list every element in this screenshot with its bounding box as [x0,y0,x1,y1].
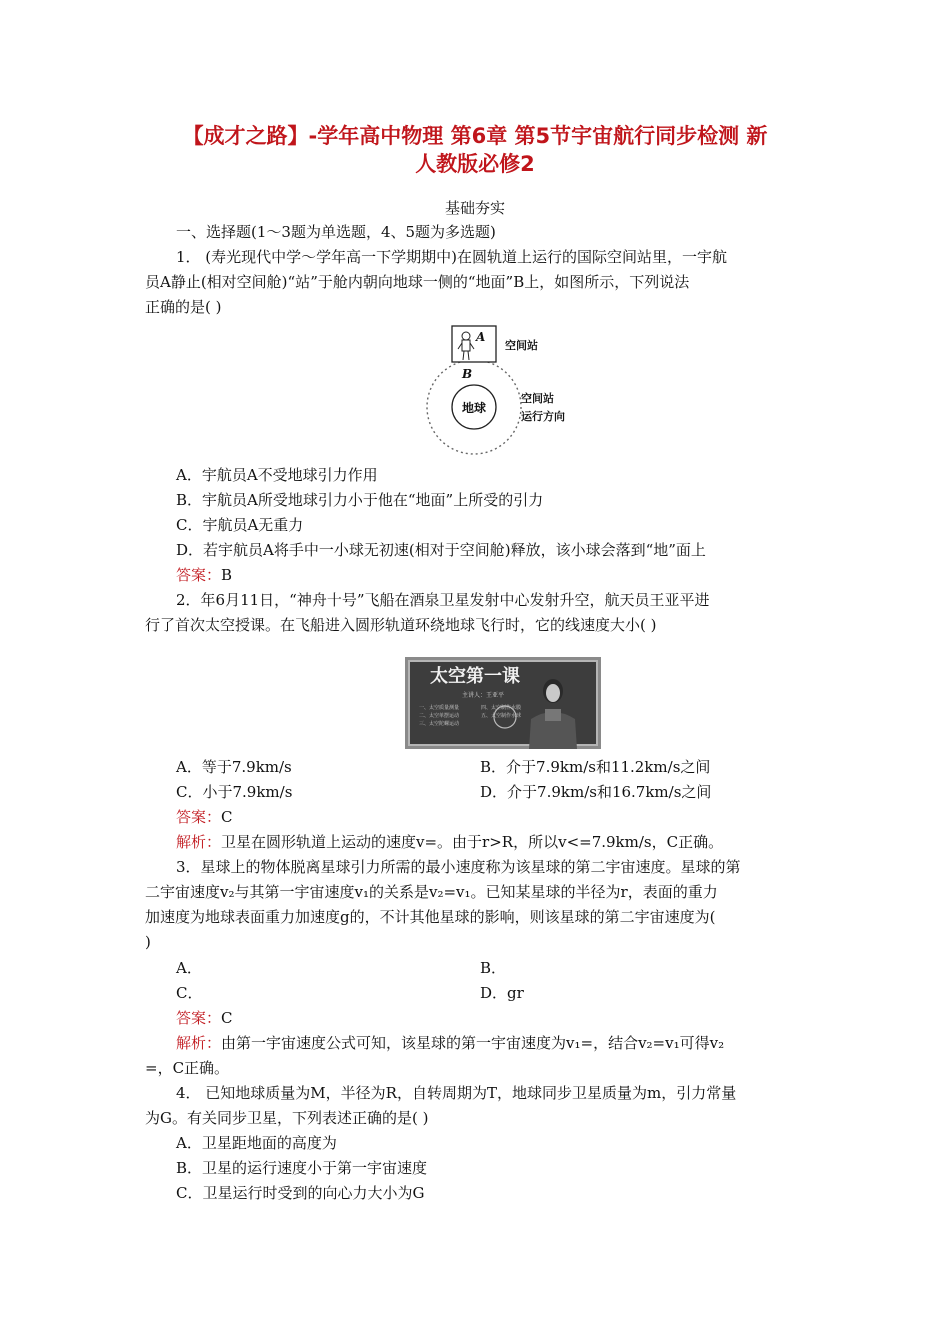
q1-option-a: A．宇航员A不受地球引力作用 [176,466,378,484]
space-class-photo [405,657,601,749]
q3-analysis-line-2: =，C正确。 [145,1059,230,1077]
q2-line-1: 2．年6月11日，“神舟十号”飞船在酒泉卫星发射中心发射升空，航天员王亚平进 [176,591,710,609]
q3-analysis-label: 解析： [176,1034,222,1052]
q4-line-1: 4． 已知地球质量为M，半径为R，自转周期为T，地球同步卫星质量为m，引力常量 [176,1084,737,1102]
document-title [140,122,810,178]
station-label: 空间站 [505,339,538,352]
q4-option-b: B．卫星的运行速度小于第一宇宙速度 [176,1159,428,1177]
q1-line-2: 员A静止(相对空间舱)“站”于舱内朝向地球一侧的“地面”B上，如图所示，下列说法 [145,273,690,291]
q3-option-d: D．gr [480,984,524,1002]
q1-line-1: 1． (寿光现代中学～学年高一下学期期中)在圆轨道上运行的国际空间站里，一宇航 [176,248,728,266]
board-title: 太空第一课 [430,666,520,687]
label-a: A [476,330,486,344]
q2-option-d: D．介于7.9km/s和16.7km/s之间 [480,783,712,801]
q1-answer [176,565,232,585]
q2-analysis-text: 卫星在圆形轨道上运动的速度v=。由于r>R，所以v<=7.9km/s，C正确。 [221,833,724,851]
q1-option-d: D．若宇航员A将手中一小球无初速(相对于空间舱)释放，该小球会落到“地”面上 [176,541,706,559]
q2-answer-value: C [221,808,233,826]
direction-label-1: 空间站 [521,392,554,405]
q4-option-c: C．卫星运行时受到的向心力大小为G [176,1184,425,1202]
part-heading: 一、选择题(1～3题为单选题，4、5题为多选题) [176,223,496,241]
q1-answer-value: B [221,566,233,584]
q2-option-a: A．等于7.9km/s [176,758,292,776]
q3-analysis [176,1033,724,1053]
board-row-4: 四、太空制作水膜 [481,705,522,711]
q3-line-2: 二宇宙速度v₂与其第一宇宙速度v₁的关系是v₂=v₁。已知某星球的半径为r，表面的重力 [145,883,718,901]
q2-option-c: C．小于7.9km/s [176,783,293,801]
board-row-1: 一、太空质量测量 [419,705,460,711]
label-b: B [462,367,473,381]
q2-analysis [176,832,723,852]
station-box [452,326,496,362]
q4-option-a: A．卫星距地面的高度为 [176,1134,337,1152]
q3-line-3: 加速度为地球表面重力加速度g的，不计其他星球的影响，则该星球的第二宇宙速度为( [145,908,716,926]
q3-option-a: A． [176,959,202,977]
q3-answer-value: C [221,1009,233,1027]
q4-line-2: 为G。有关同步卫星，下列表述正确的是( ) [145,1109,429,1127]
q1-answer-label: 答案： [176,566,222,584]
q3-answer-label: 答案： [176,1009,222,1027]
q3-option-b: B． [480,959,507,977]
board-row-3: 三、太空陀螺运动 [419,721,460,727]
earth-label: 地球 [461,401,487,415]
section-heading: 基础夯实 [444,199,505,217]
q3-answer [176,1008,233,1028]
direction-label-2: 运行方向 [521,410,565,423]
q1-line-3: 正确的是( ) [145,298,222,316]
q2-option-b: B．介于7.9km/s和11.2km/s之间 [480,758,711,776]
title-line-1: 【成才之路】-学年高中物理 第6章 第5节宇宙航行同步检测 新 [182,124,768,148]
q2-line-2: 行了首次太空授课。在飞船进入圆形轨道环绕地球飞行时，它的线速度大小( ) [145,616,657,634]
q2-answer [176,807,233,827]
q3-analysis-text: 由第一宇宙速度公式可知，该星球的第一宇宙速度为v₁=，结合v₂=v₁可得v₂ [221,1034,725,1052]
q1-option-b: B．宇航员A所受地球引力小于他在“地面”上所受的引力 [176,491,544,509]
q3-option-c: C． [176,984,203,1002]
q3-line-4: ) [145,933,151,951]
board-subtitle: 主讲人：王亚平 [461,692,505,699]
space-station-figure [410,322,600,457]
board-row-2: 二、太空单摆运动 [419,713,460,719]
q2-analysis-label: 解析： [176,833,222,851]
board-row-5: 五、太空制作水球 [481,713,522,719]
q1-option-c: C．宇航员A无重力 [176,516,304,534]
q2-answer-label: 答案： [176,808,222,826]
q3-line-1: 3．星球上的物体脱离星球引力所需的最小速度称为该星球的第二宇宙速度。星球的第 [176,858,741,876]
title-line-2: 人教版必修2 [415,152,535,176]
